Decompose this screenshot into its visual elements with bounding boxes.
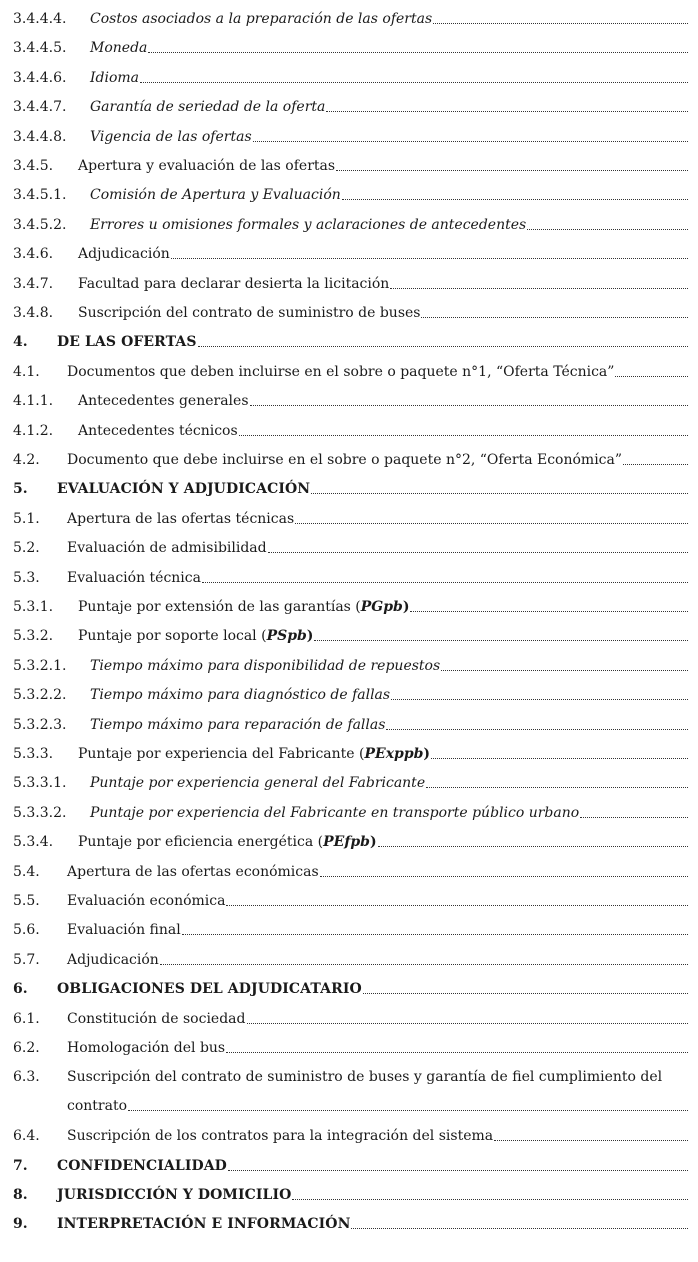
- dot-leader: [336, 154, 688, 171]
- toc-entry[interactable]: [0, 683, 698, 707]
- toc-entry[interactable]: [0, 301, 698, 325]
- toc-entry-title: Evaluación técnica: [67, 570, 201, 586]
- toc-entry[interactable]: [0, 889, 698, 913]
- toc-entry-title: Tiempo máximo para diagnóstico de fallas: [90, 687, 391, 703]
- toc-entry[interactable]: [0, 595, 698, 619]
- dot-leader: [292, 1183, 688, 1200]
- toc-entry-title-continuation: contrato: [67, 1098, 128, 1114]
- dot-leader: [433, 7, 688, 24]
- toc-entry[interactable]: [0, 1007, 698, 1031]
- toc-entry-number: 5.3.2.2.: [13, 687, 67, 703]
- toc-entry-number: 4.1.: [13, 364, 40, 380]
- toc-entry-title: Costos asociados a la preparación de las ofertas: [90, 11, 433, 27]
- toc-entry-title: OBLIGACIONES DEL ADJUDICATARIO: [57, 981, 362, 997]
- toc-entry-number: 9.: [13, 1216, 28, 1232]
- toc-entry-number: 3.4.8.: [13, 305, 54, 321]
- dot-leader: [171, 242, 688, 259]
- dot-leader: [247, 1007, 689, 1024]
- toc-entry-number: 5.7.: [13, 952, 40, 968]
- toc-entry[interactable]: [0, 1065, 698, 1089]
- dot-leader: [268, 536, 688, 553]
- toc-entry-title: Vigencia de las ofertas: [90, 129, 252, 145]
- toc-entry[interactable]: [0, 713, 698, 737]
- dot-leader: [295, 507, 688, 524]
- toc-entry[interactable]: [0, 213, 698, 237]
- toc-entry[interactable]: [0, 624, 698, 648]
- dot-leader: [494, 1124, 688, 1141]
- dot-leader: [228, 1154, 688, 1171]
- toc-entry-number: 5.1.: [13, 511, 40, 527]
- dot-leader: [426, 771, 688, 788]
- toc-entry-title: Evaluación de admisibilidad: [67, 540, 267, 556]
- toc-entry-title: Antecedentes técnicos: [78, 423, 238, 439]
- toc-entry-title: Evaluación económica: [67, 893, 226, 909]
- dot-leader: [342, 183, 688, 200]
- dot-leader: [182, 918, 688, 935]
- toc-entry-number: 4.2.: [13, 452, 40, 468]
- dot-leader: [615, 360, 688, 377]
- score-symbol: PGpb: [360, 599, 403, 615]
- toc-entry-number: 5.3.3.1.: [13, 775, 67, 791]
- toc-entry-number: 4.: [13, 334, 28, 350]
- toc-entry-title: Apertura de las ofertas económicas: [67, 864, 319, 880]
- toc-entry-number: 3.4.6.: [13, 246, 54, 262]
- toc-entry-title: Suscripción del contrato de suministro de buses y garantía de fiel cumplimiento del: [67, 1069, 663, 1085]
- toc-entry-number: 5.3.4.: [13, 834, 54, 850]
- dot-leader: [421, 301, 688, 318]
- toc-entry-number: 3.4.4.7.: [13, 99, 67, 115]
- toc-entry-number: 3.4.4.5.: [13, 40, 67, 56]
- toc-entry-number: 3.4.4.6.: [13, 70, 67, 86]
- dot-leader: [226, 889, 688, 906]
- toc-entry-number: 3.4.7.: [13, 276, 54, 292]
- closing-paren: ): [369, 834, 377, 850]
- toc-entry[interactable]: [0, 125, 698, 149]
- dot-leader: [378, 830, 688, 847]
- toc-entry-number: 3.4.4.4.: [13, 11, 67, 27]
- dot-leader: [250, 389, 688, 406]
- toc-entry-number: 6.: [13, 981, 28, 997]
- toc-entry[interactable]: [0, 977, 698, 1001]
- toc-entry-number: 4.1.1.: [13, 393, 54, 409]
- toc-entry[interactable]: [0, 1212, 698, 1236]
- toc-entry-number: 5.3.: [13, 570, 40, 586]
- dot-leader: [198, 330, 688, 347]
- toc-entry[interactable]: [0, 154, 698, 178]
- score-symbol: PEfpb: [323, 834, 370, 850]
- toc-entry[interactable]: [0, 419, 698, 443]
- toc-entry-number: 6.1.: [13, 1011, 40, 1027]
- toc-entry-title: Homologación del bus: [67, 1040, 226, 1056]
- closing-paren: ): [423, 746, 431, 762]
- toc-entry-title: Documento que debe incluirse en el sobre o paquete n°2, “Oferta Económica”: [67, 452, 623, 468]
- toc-entry[interactable]: [0, 95, 698, 119]
- toc-entry[interactable]: [0, 771, 698, 795]
- toc-entry[interactable]: [0, 36, 698, 60]
- dot-leader: [351, 1212, 688, 1229]
- toc-entry-title: Apertura de las ofertas técnicas: [67, 511, 295, 527]
- toc-entry-title: Puntaje por experiencia general del Fabricante: [90, 775, 426, 791]
- toc-entry-title: Puntaje por extensión de las garantías (: [78, 599, 361, 615]
- toc-entry[interactable]: [0, 330, 698, 354]
- dot-leader: [314, 624, 688, 641]
- toc-entry[interactable]: [0, 654, 698, 678]
- toc-entry-title: Tiempo máximo para reparación de fallas: [90, 717, 386, 733]
- toc-entry-number: 5.3.2.1.: [13, 658, 67, 674]
- toc-entry-title: CONFIDENCIALIDAD: [57, 1158, 227, 1174]
- toc-entry[interactable]: [0, 448, 698, 472]
- toc-entry-number: 6.4.: [13, 1128, 40, 1144]
- toc-entry-title: Apertura y evaluación de las ofertas: [78, 158, 336, 174]
- toc-entry-title: Evaluación final: [67, 922, 181, 938]
- toc-entry[interactable]: [0, 7, 698, 31]
- toc-entry[interactable]: [0, 566, 698, 590]
- toc-entry-title: Constitución de sociedad: [67, 1011, 246, 1027]
- toc-entry[interactable]: [0, 1124, 698, 1148]
- toc-entry-title: Garantía de seriedad de la oferta: [90, 99, 326, 115]
- dot-leader: [160, 948, 688, 965]
- toc-entry-title: Suscripción de los contratos para la integración del sistema: [67, 1128, 494, 1144]
- toc-entry-title: Adjudicación: [67, 952, 159, 968]
- toc-entry-title: Puntaje por experiencia del Fabricante en transporte público urbano: [90, 805, 580, 821]
- toc-entry-title: Tiempo máximo para disponibilidad de repuestos: [90, 658, 441, 674]
- toc-entry[interactable]: [0, 1154, 698, 1178]
- toc-entry-title: Errores u omisiones formales y aclaraciones de antecedentes: [90, 217, 527, 233]
- toc-entry-title: Documentos que deben incluirse en el sobre o paquete n°1, “Oferta Técnica”: [67, 364, 615, 380]
- dot-leader: [386, 713, 688, 730]
- toc-entry-title: Antecedentes generales: [78, 393, 249, 409]
- toc-entry[interactable]: [0, 860, 698, 884]
- toc-entry[interactable]: [0, 742, 698, 766]
- dot-leader: [441, 654, 688, 671]
- toc-entry-number: 5.2.: [13, 540, 40, 556]
- dot-leader: [148, 36, 688, 53]
- toc-entry-title: Comisión de Apertura y Evaluación: [90, 187, 341, 203]
- dot-leader: [623, 448, 688, 465]
- dot-leader: [202, 566, 688, 583]
- toc-entry-title: Puntaje por experiencia del Fabricante (: [78, 746, 365, 762]
- dot-leader: [410, 595, 688, 612]
- toc-entry-number: 3.4.4.8.: [13, 129, 67, 145]
- dot-leader: [320, 860, 688, 877]
- toc-entry-number: 7.: [13, 1158, 28, 1174]
- toc-entry-number: 5.3.3.: [13, 746, 54, 762]
- toc-entry-number: 3.4.5.2.: [13, 217, 67, 233]
- dot-leader: [326, 95, 688, 112]
- toc-entry-title: INTERPRETACIÓN E INFORMACIÓN: [57, 1216, 351, 1232]
- score-symbol: PSpb: [266, 628, 307, 644]
- toc-entry-title: Suscripción del contrato de suministro de buses: [78, 305, 421, 321]
- dot-leader: [239, 419, 688, 436]
- dot-leader: [253, 125, 688, 142]
- toc-entry[interactable]: [0, 1183, 698, 1207]
- toc-entry-title: Facultad para declarar desierta la licitación: [78, 276, 390, 292]
- toc-entry-number: 6.3.: [13, 1069, 40, 1085]
- toc-entry-number: 5.6.: [13, 922, 40, 938]
- dot-leader: [311, 477, 688, 494]
- dot-leader: [431, 742, 688, 759]
- closing-paren: ): [402, 599, 410, 615]
- toc-entry-title: Moneda: [90, 40, 148, 56]
- toc-entry[interactable]: [0, 183, 698, 207]
- dot-leader: [390, 272, 688, 289]
- dot-leader: [527, 213, 688, 230]
- dot-leader: [580, 801, 688, 818]
- toc-entry[interactable]: [0, 272, 698, 296]
- score-symbol: PExppb: [364, 746, 424, 762]
- toc-entry[interactable]: [0, 948, 698, 972]
- toc-entry[interactable]: [0, 360, 698, 384]
- toc-entry-number: 5.5.: [13, 893, 40, 909]
- dot-leader: [128, 1094, 688, 1111]
- toc-entry-number: 3.4.5.: [13, 158, 54, 174]
- toc-entry-number: 5.3.1.: [13, 599, 54, 615]
- toc-entry-title: EVALUACIÓN Y ADJUDICACIÓN: [57, 481, 311, 497]
- toc-entry[interactable]: [0, 801, 698, 825]
- toc-entry-title: Puntaje por eficiencia energética (: [78, 834, 324, 850]
- toc-entry-title: Idioma: [90, 70, 140, 86]
- dot-leader: [391, 683, 688, 700]
- toc-entry-continuation[interactable]: [0, 1094, 698, 1118]
- toc-entry[interactable]: [0, 918, 698, 942]
- dot-leader: [140, 66, 688, 83]
- toc-entry-title: Adjudicación: [78, 246, 170, 262]
- toc-entry-number: 5.3.2.: [13, 628, 54, 644]
- toc-entry-number: 6.2.: [13, 1040, 40, 1056]
- dot-leader: [363, 977, 688, 994]
- toc-entry[interactable]: [0, 536, 698, 560]
- toc-entry-number: 4.1.2.: [13, 423, 54, 439]
- toc-entry-title: Puntaje por soporte local (: [78, 628, 267, 644]
- toc-entry[interactable]: [0, 66, 698, 90]
- toc-entry-number: 5.3.2.3.: [13, 717, 67, 733]
- toc-entry[interactable]: [0, 242, 698, 266]
- toc-entry[interactable]: [0, 1036, 698, 1060]
- toc-entry[interactable]: [0, 389, 698, 413]
- toc-entry[interactable]: [0, 477, 698, 501]
- toc-entry[interactable]: [0, 507, 698, 531]
- toc-entry-title: JURISDICCIÓN Y DOMICILIO: [57, 1187, 292, 1203]
- toc-entry-title: DE LAS OFERTAS: [57, 334, 197, 350]
- closing-paren: ): [306, 628, 314, 644]
- toc-entry-number: 5.: [13, 481, 28, 497]
- toc-entry-number: 8.: [13, 1187, 28, 1203]
- toc-entry-number: 5.4.: [13, 864, 40, 880]
- toc-entry[interactable]: [0, 830, 698, 854]
- toc-entry-number: 5.3.3.2.: [13, 805, 67, 821]
- toc-entry-number: 3.4.5.1.: [13, 187, 67, 203]
- dot-leader: [226, 1036, 688, 1053]
